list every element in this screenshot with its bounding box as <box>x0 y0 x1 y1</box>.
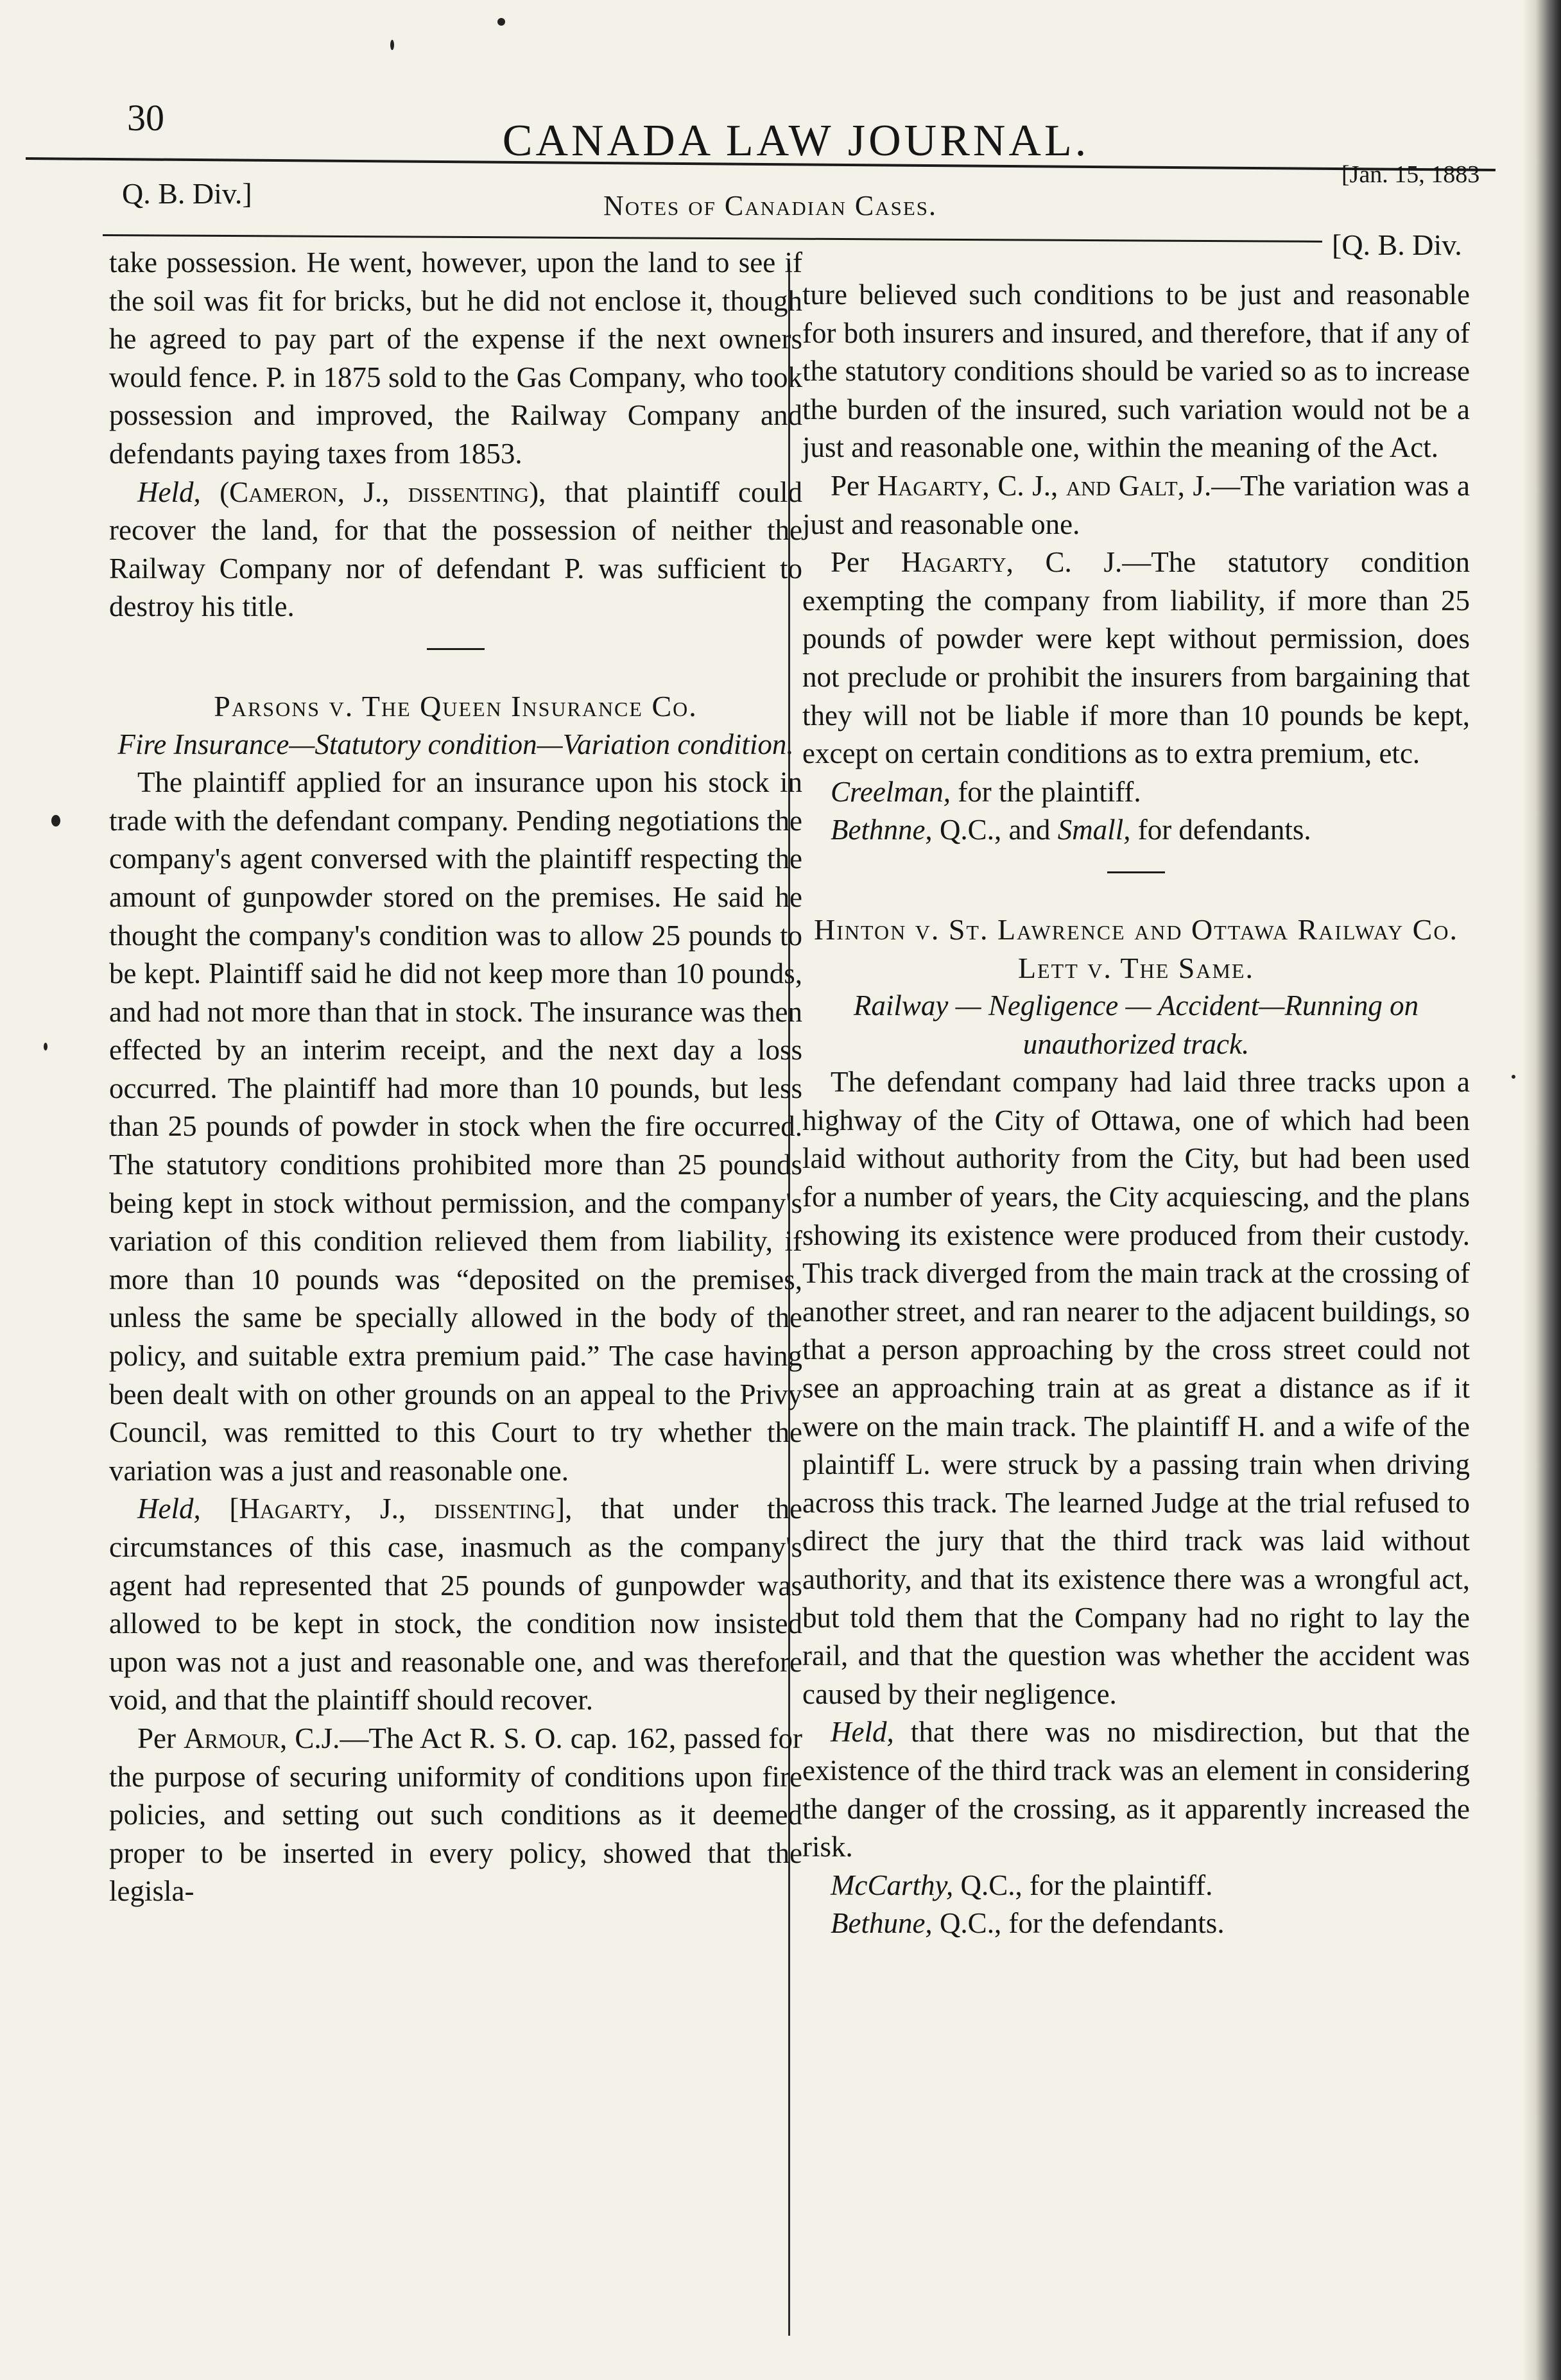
opinion-text: —The statutory condition exempting the company from liability, if more than 25 pounds of powder were kept without permission, does not preclude or prohibit the insurers from bargaining that they will not be liable if more than 10 pounds be kept, except on certain conditions as to extra premium, etc. <box>802 546 1470 770</box>
counsel-role: Q.C., and <box>939 814 1051 846</box>
counsel-name: Small, <box>1057 814 1131 846</box>
held-label: Held, <box>137 475 201 508</box>
counsel-name: Bethune, <box>831 1907 933 1940</box>
opinion-paragraph <box>802 467 1470 544</box>
counsel-line <box>802 1905 1470 1943</box>
right-column <box>802 276 1470 1943</box>
counsel-line <box>802 773 1470 812</box>
counsel-role: Q.C., for the plaintiff. <box>960 1869 1213 1901</box>
issue-date: [Jan. 15, 1883 <box>1341 161 1480 188</box>
judge-name: Armour, C.J. <box>184 1722 340 1754</box>
paragraph: The plaintiff applied for an insurance upon his stock in trade with the defendant company. Pending negotiations the company's agent conversed with the plaintiff respecting the amount of gunpowder stored on the premises. He said he thought the company's condition was to allow 25 pounds to be kept. Plaintiff said he did not keep more than 10 pounds, and had not more than that in stock. The insurance was then effected by an interim receipt, and the next day a loss occurred. The plaintiff had more than 10 pounds, but less than 25 pounds of powder in stock when the fire occurred. The statutory conditions prohibited more than 25 pounds being kept in stock without permission, and the company's variation of this condition relieved them from liability, if more than 10 pounds was “deposited on the premises, unless the same be specially allowed in the body of the policy, and suitable extra premium paid.” The case having been dealt with on other grounds on an appeal to the Privy Council, was remitted to this Court to try whether the variation was a just and reasonable one. <box>109 766 802 1487</box>
holding-paragraph <box>802 1713 1470 1866</box>
scan-edge-shadow <box>1522 0 1561 2380</box>
paragraph: take possession. He went, however, upon the land to see if the soil was fit for bricks, but he did not enclose it, though he agreed to pay part of the expense if the next owners would fence. P. in 1875 sold to the Gas Company, who took possession and improved, the Railway Company and defendants paying taxes from 1853. <box>109 246 802 470</box>
case-separator <box>1107 871 1165 873</box>
case-separator <box>427 648 485 650</box>
paragraph: The defendant company had laid three tracks upon a highway of the City of Ottawa, one of which had been laid without authority from the City, but had been used for a number of years, the City acquiescing, and the plans showing its existence were produced from their custody. This track diverged from the main track at the crossing of another street, and ran nearer to the adjacent buildings, so that a person approaching by the cross street could not see an approaching train at as great a distance as if it were on the main track. The plaintiff H. and a wife of the plaintiff L. were struck by a passing train when driving across this track. The learned Judge at the trial refused to direct the jury that the third track was laid without authority, and that its existence there was a wrongful act, but told them that the Company had no right to lay the rail, and that the question was whether the accident was caused by their negligence. <box>802 1066 1470 1710</box>
judge-name: Hagarty, C. J. <box>901 546 1123 579</box>
opinion-text: —The variation was a just and reasonable one. <box>802 469 1470 540</box>
holding-text: that under the circumstances of this case, inasmuch as the company's agent had represented that 25 pounds of gunpowder was allowed to be kept in stock, the condition now insisted upon was not a just and reasonable one, and was therefore void, and that the plaintiff should recover. <box>109 1493 803 1717</box>
judge-name: Hagarty, C. J., and Galt, J. <box>877 469 1212 502</box>
counsel-role: Q.C., for the defendants. <box>939 1907 1225 1940</box>
opinion-paragraph <box>802 544 1470 773</box>
case-title-secondary: Lett v. The Same. <box>1018 951 1254 984</box>
judge-note: [Hagarty, J., dissenting], <box>229 1493 573 1525</box>
paragraph: ture believed such conditions to be just and reasonable for both insurers and insured, and therefore, that if any of the statutory conditions should be varied so as to increase the burden of the insured, such variation would not be a just and reasonable one, within the meaning of the Act. <box>802 278 1470 464</box>
scan-speck <box>497 18 505 26</box>
case-title: Parsons v. The Queen Insurance Co. <box>214 689 698 723</box>
left-column <box>109 244 802 1911</box>
counsel-name: Bethnne, <box>831 814 933 846</box>
case-title: Hinton v. St. Lawrence and Ottawa Railway Co. <box>814 912 1458 946</box>
counsel-role: for defendants. <box>1137 814 1311 846</box>
opinion-paragraph <box>109 1720 802 1911</box>
per-label: Per <box>831 469 869 502</box>
page-number: 30 <box>127 97 164 139</box>
holding-text: that there was no misdirection, but that the existence of the third track was an element in considering the danger of the crossing, as it apparently increased the risk. <box>802 1716 1470 1863</box>
judge-note: (Cameron, J., dissenting), <box>220 475 546 508</box>
counsel-line <box>802 811 1470 850</box>
counsel-name: McCarthy, <box>831 1869 954 1901</box>
scan-speck <box>44 1043 47 1050</box>
held-label: Held, <box>137 1493 201 1525</box>
holding-text: that plaintiff could recover the land, for that the possession of neither the Railway Company nor of defendant P. was sufficient to destroy his title. <box>109 475 802 623</box>
holding-paragraph <box>109 1490 802 1720</box>
counsel-line <box>802 1867 1470 1905</box>
counsel-role: for the plaintiff. <box>958 775 1141 808</box>
division-label-left: Q. B. Div.] <box>122 177 252 210</box>
subheader-rule <box>103 234 1322 243</box>
counsel-name: Creelman, <box>831 775 951 808</box>
scan-speck <box>390 40 394 50</box>
case-subject: Railway — Negligence — Accident—Running on unauthorized track. <box>853 989 1419 1060</box>
holding-paragraph <box>109 474 802 626</box>
per-label: Per <box>137 1722 176 1754</box>
section-title: Notes of Canadian Cases. <box>603 190 938 221</box>
journal-title: CANADA LAW JOURNAL. <box>502 116 1090 166</box>
case-subject: Fire Insurance—Statutory condition—Variation condition. <box>117 728 794 760</box>
scan-speck <box>1512 1075 1515 1079</box>
scan-speck <box>51 815 60 826</box>
per-label: Per <box>831 546 869 579</box>
opinion-text: —The Act R. S. O. cap. 162, passed for the purpose of securing uniformity of conditions upon fire policies, and setting out such conditions as it deemed proper to be inserted in every policy, showed that the legisla- <box>109 1722 802 1908</box>
division-label-right: [Q. B. Div. <box>1332 228 1462 261</box>
held-label: Held, <box>831 1716 894 1749</box>
